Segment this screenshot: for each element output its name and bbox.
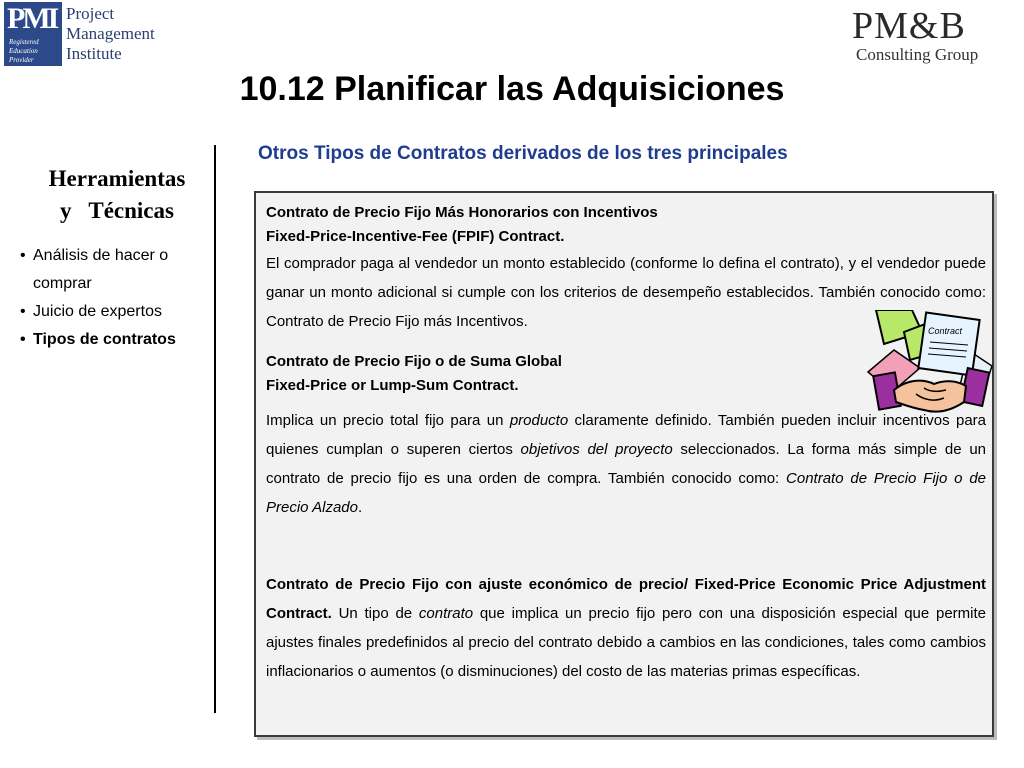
- section3-heading: Contrato de Precio Fijo con ajuste económico de precio/ Fixed-Price Economic Price Adjustment Contract.: [266, 576, 986, 622]
- sidebar-list: [18, 242, 214, 354]
- clipart-label: Contract: [928, 326, 963, 336]
- content-text: [266, 201, 986, 686]
- sidebar-item-analisis: • Análisis de hacer o comprar: [18, 242, 214, 298]
- vertical-divider: [214, 145, 216, 713]
- pmb-logo-sub: Consulting Group: [856, 45, 979, 64]
- pmi-word: Institute: [66, 44, 122, 63]
- section2-heading: Contrato de Precio Fijo o de Suma Global: [266, 353, 562, 370]
- contract-handshake-icon: [864, 310, 994, 430]
- content-box: [254, 191, 994, 737]
- section2-heading-en: Fixed-Price or Lump-Sum Contract.: [266, 377, 519, 394]
- pmi-word: Management: [66, 24, 155, 43]
- pmi-logo-words: [66, 4, 155, 64]
- page-title: 10.12 Planificar las Adquisiciones: [239, 70, 785, 108]
- pmb-logo: [852, 6, 1012, 64]
- sidebar-heading-line: y Técnicas: [60, 198, 174, 223]
- sidebar-item-tipos: • Tipos de contratos: [18, 326, 214, 354]
- pmb-logo-main: PM&B: [852, 5, 966, 47]
- pmi-mark-line: Education: [9, 47, 38, 55]
- pmi-logo: [4, 2, 155, 70]
- sidebar-heading: [22, 163, 212, 227]
- pmi-mark-letters: PMI: [7, 2, 57, 35]
- pmi-word: Project: [66, 4, 115, 23]
- section1-body: El comprador paga al vendedor un monto establecido (conforme lo defina el contrato), y el vendedor puede ganar un monto adicional si cumple con los criterios de desempeño establecidos. También conocido como: Contrato de Precio Fijo más Incentivos.: [266, 255, 986, 330]
- section2-body: Implica un precio total fijo para un producto claramente definido. También pueden incluir incentivos para quienes cumplan o superen ciertos objetivos del proyecto seleccionados. La forma más simple de un contrato de precio fijo es una orden de compra. También conocido como: Contrato de Precio Fijo o de Precio Alzado.: [266, 412, 987, 516]
- section-subtitle: Otros Tipos de Contratos derivados de los tres principales: [258, 143, 788, 164]
- sidebar-item-juicio: • Juicio de expertos: [18, 298, 214, 326]
- pmi-mark-line: Registered: [9, 38, 39, 46]
- section3-body: Contrato de Precio Fijo con ajuste económico de precio/ Fixed-Price Economic Price Adjustment Contract. Un tipo de contrato que implica un precio fijo pero con una disposición especial que permite ajustes finales predefinidos al precio del contrato debido a cambios en las condiciones, tales como cambios inflacionarios o aumentos (o disminuciones) del costo de las materias primas específicas.: [266, 576, 987, 680]
- section1-heading-en: Fixed-Price-Incentive-Fee (FPIF) Contract.: [266, 228, 565, 245]
- pmi-mark-line: Provider: [9, 56, 34, 64]
- section1-heading: Contrato de Precio Fijo Más Honorarios con Incentivos: [266, 204, 658, 221]
- sidebar-heading-line: Herramientas: [48, 166, 186, 191]
- pmi-logo-mark: [4, 2, 62, 66]
